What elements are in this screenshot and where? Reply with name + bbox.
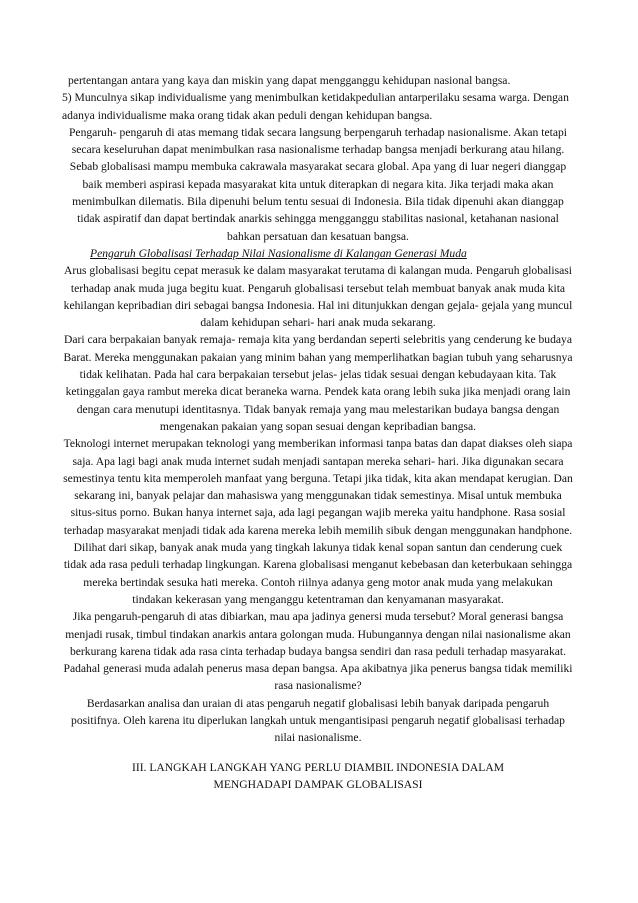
section-title-steps: III. LANGKAH LANGKAH YANG PERLU DIAMBIL INDONESIA DALAM MENGHADAPI DAMPAK GLOBALISASI [131, 760, 505, 791]
paragraph-clothing: Dari cara berpakaian banyak remaja- remaja kita yang berdandan seperti selebritis yang cenderung ke budaya Barat. Mereka menggunakan pakaian yang minim bahan yang memperlihatkan bagian tubuh yang seharusnya tidak kelihatan. Pada hal cara berpakaian tersebut jelas- jelas tidak sesuai dengan kebudayaan kita. Tak ketinggalan gaya rambut mereka dicat beraneka warna. Pendek kata orang lebih suka jika menjadi orang lain dengan cara menutupi identitasnya. Tidak banyak remaja yang mau melestarikan budaya bangsa dengan mengenakan pakaian yang sopan sesuai dengan kepribadian bangsa. [63, 333, 573, 433]
spacer [62, 747, 574, 759]
paragraph-disparity: pertentangan antara yang kaya dan miskin yang dapat mengganggu kehidupan nasional bangsa. [68, 74, 511, 87]
section-heading-youth: Pengaruh Globalisasi Terhadap Nilai Nasionalisme di Kalangan Generasi Muda [90, 246, 467, 260]
paragraph-influence-summary: Pengaruh- pengaruh di atas memang tidak secara langsung berpengaruh terhadap nasionalisme. Akan tetapi secara keseluruhan dapat menimbulkan rasa nasionalisme terhadap bangsa menjadi berkurang atau hilang. Sebab globalisasi mampu membuka cakrawala masyarakat secara global. Apa yang di luar negeri dianggap baik memberi aspirasi kepada masyarakat kita untuk diterapkan di negara kita. Jika terjadi maka akan menimbulkan dilematis. Bila dipenuhi belum tentu sesuai di Indonesia. Bila tidak dipenuhi akan dianggap tidak aspiratif dan dapat bertindak anarkis sehingga mengganggu stabilitas nasional, ketahanan nasional bahkan persatuan dan kesatuan bangsa. [68, 125, 568, 243]
paragraph-youth-intro: Arus globalisasi begitu cepat merasuk ke dalam masyarakat terutama di kalangan muda. Pengaruh globalisasi terhadap anak muda juga begitu kuat. Pengaruh globalisasi tersebut telah membuat banyak anak muda kita kehilangan kepribadian diri sebagai bangsa Indonesia. Hal ini ditunjukkan dengan gejala- gejala yang muncul dalam kehidupan sehari- hari anak muda sekarang. [63, 264, 573, 330]
paragraph-internet: Teknologi internet merupakan teknologi yang memberikan informasi tanpa batas dan dapat diakses oleh siapa saja. Apa lagi bagi anak muda internet sudah menjadi santapan mereka sehari- hari. Jika digunakan secara semestinya tentu kita memperoleh manfaat yang berguna. Tetapi jika tidak, kita akan mendapat kerugian. Dan sekarang ini, banyak pelajar dan mahasiswa yang menggunakan tidak semestinya. Misal untuk membuka situs-situs porno. Bukan hanya internet saja, ada lagi pegangan wajib mereka yaitu handphone. Rasa sosial terhadap masyarakat menjadi tidak ada karena mereka lebih memilih sibuk dengan menggunakan handphone. [63, 437, 573, 537]
paragraph-consequences: Jika pengaruh-pengaruh di atas dibiarkan, mau apa jadinya genersi muda tersebut? Moral generasi bangsa menjadi rusak, timbul tindakan anarkis antara golongan muda. Hubungannya dengan nilai nasionalisme akan berkurang karena tidak ada rasa cinta terhadap budaya bangsa sendiri dan rasa peduli terhadap masyarakat. Padahal generasi muda adalah penerus masa depan bangsa. Apa akibatnya jika penerus bangsa tidak memiliki rasa nasionalisme? [63, 610, 573, 693]
paragraph-attitude: Dilihat dari sikap, banyak anak muda yang tingkah lakunya tidak kenal sopan santun dan cenderung cuek tidak ada rasa peduli terhadap lingkungan. Karena globalisasi menganut kebebasan dan keterbukaan sehingga mereka bertindak sesuka hati mereka. Contoh riilnya adanya geng motor anak muda yang melakukan tindakan kekerasan yang menganggu ketentraman dan kenyamanan masyarakat. [63, 541, 573, 606]
paragraph-conclusion: Berdasarkan analisa dan uraian di atas pengaruh negatif globalisasi lebih banyak daripada pengaruh positifnya. Oleh karena itu diperlukan langkah untuk mengantisipasi pengaruh negatif globalisasi terhadap nilai nasionalisme. [71, 696, 565, 745]
paragraph-individualism: 5) Munculnya sikap individualisme yang menimbulkan ketidakpedulian antarperilaku sesama warga. Dengan adanya individualisme maka orang tidak akan peduli dengan kehidupan bangsa. [62, 91, 569, 122]
page-content [62, 72, 574, 793]
